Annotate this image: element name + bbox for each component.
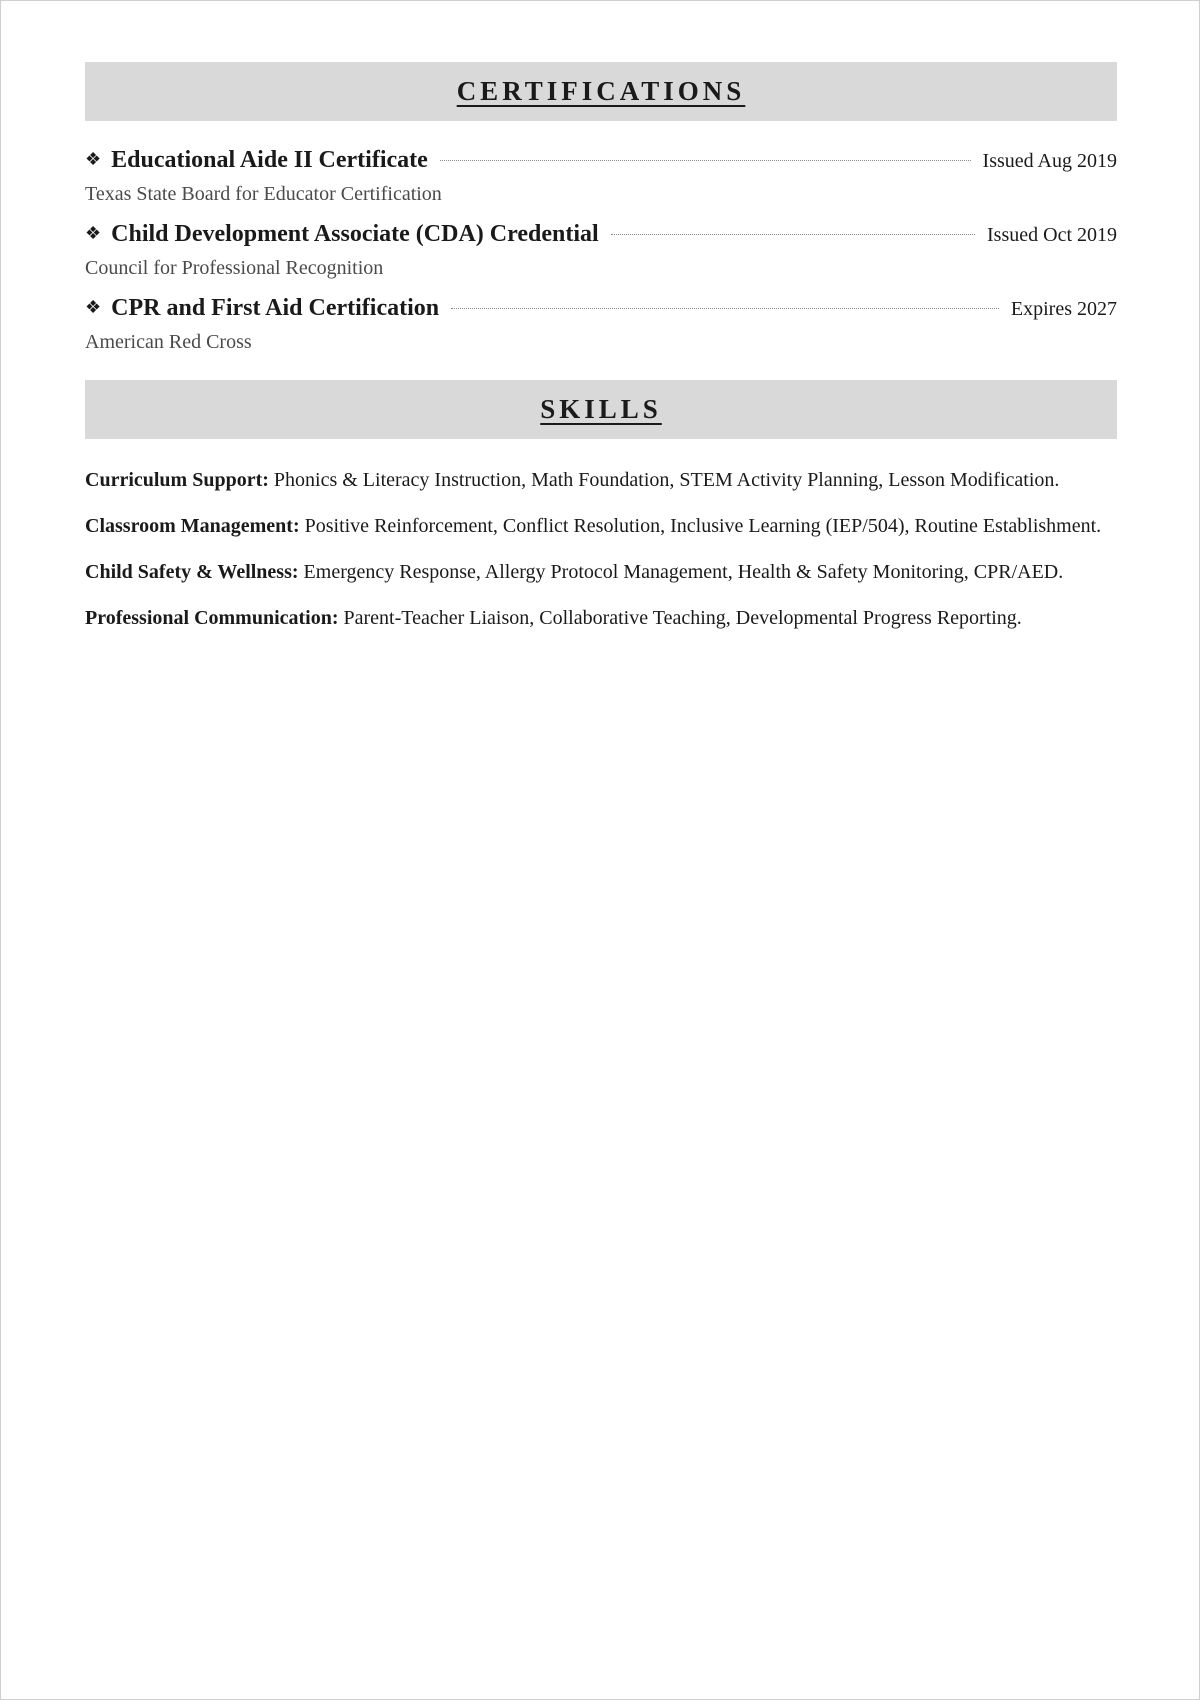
certification-issuer: Texas State Board for Educator Certification (85, 183, 442, 205)
certification-name: Educational Aide II Certificate (111, 147, 428, 173)
skill-item (85, 559, 1117, 585)
dotted-leader (611, 234, 975, 235)
certification-issuer: Council for Professional Recognition (85, 257, 384, 279)
diamond-bullet-icon: ❖ (85, 149, 102, 169)
skill-category-text: Emergency Response, Allergy Protocol Management, Health & Safety Monitoring, CPR/AED. (303, 561, 1064, 583)
certification-date: Issued Aug 2019 (982, 150, 1117, 172)
certifications-list (85, 147, 1117, 354)
certification-row (85, 147, 1117, 181)
certification-row (85, 221, 1117, 255)
skill-category-text: Phonics & Literacy Instruction, Math Foundation, STEM Activity Planning, Lesson Modification. (273, 469, 1060, 491)
diamond-bullet-icon: ❖ (85, 223, 102, 243)
skill-category-label: Classroom Management: (85, 515, 300, 537)
skill-category-label: Curriculum Support: (85, 469, 269, 491)
skill-category-text: Positive Reinforcement, Conflict Resolution, Inclusive Learning (IEP/504), Routine Establishment. (304, 515, 1102, 537)
skills-header (85, 380, 1117, 439)
certification-name: CPR and First Aid Certification (111, 295, 440, 321)
resume-content (85, 62, 1117, 651)
diamond-bullet-icon: ❖ (85, 297, 102, 317)
certification-date: Expires 2027 (1010, 298, 1117, 320)
certification-date: Issued Oct 2019 (987, 224, 1117, 246)
skills-section (85, 380, 1117, 631)
skills-list (85, 467, 1117, 631)
certification-item (85, 295, 1117, 354)
skill-category-label: Professional Communication: (85, 607, 339, 629)
skill-item (85, 513, 1117, 539)
dotted-leader (451, 308, 999, 309)
certification-item (85, 221, 1117, 280)
certifications-header (85, 62, 1117, 121)
certification-item (85, 147, 1117, 206)
skill-item (85, 605, 1117, 631)
skills-title: SKILLS (540, 394, 662, 424)
certifications-section (85, 62, 1117, 354)
certification-name: Child Development Associate (CDA) Credential (111, 221, 599, 247)
skill-item (85, 467, 1117, 493)
certification-row (85, 295, 1117, 329)
certification-issuer: American Red Cross (85, 331, 252, 353)
skill-category-text: Parent-Teacher Liaison, Collaborative Teaching, Developmental Progress Reporting. (343, 607, 1022, 629)
dotted-leader (440, 160, 971, 161)
certifications-title: CERTIFICATIONS (456, 76, 746, 106)
skill-category-label: Child Safety & Wellness: (85, 561, 299, 583)
